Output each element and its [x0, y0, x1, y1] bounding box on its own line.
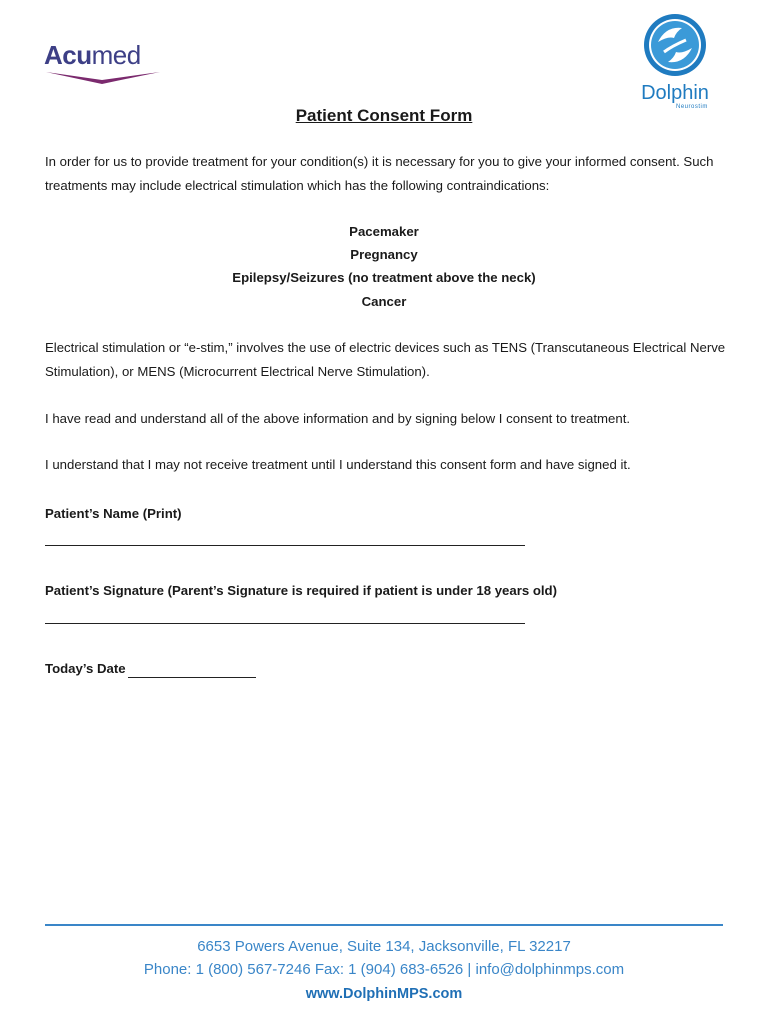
todays-date-field[interactable] [128, 677, 256, 678]
dolphin-logo [628, 12, 722, 118]
dolphin-wordmark: Dolphin [641, 82, 709, 104]
intro-paragraph: In order for us to provide treatment for your condition(s) it is necessary for you to give your informed consent. Such treatments may include electrical stimulation which has the following contraindications: [45, 154, 714, 193]
acumed-logo [44, 40, 164, 88]
acumed-swoosh-icon [44, 68, 162, 86]
estim-paragraph: Electrical stimulation or “e-stim,” involves the use of electric devices such as TENS (Transcutaneous Electrical Nerve Stimulation), or MENS (Microcurrent Electrical Nerve Stimulation). [45, 340, 726, 379]
consent-statement: I have read and understand all of the above information and by signing below I consent to treatment. [45, 411, 631, 426]
footer-divider [45, 924, 723, 926]
page-title: Patient Consent Form [295, 106, 473, 125]
footer-contact: Phone: 1 (800) 567-7246 Fax: 1 (904) 683-6526 | info@dolphinmps.com [143, 961, 625, 978]
contraindication-item: Pacemaker [349, 224, 419, 239]
footer-address: 6653 Powers Avenue, Suite 134, Jacksonville, FL 32217 [197, 938, 571, 955]
patient-name-field[interactable] [45, 545, 525, 546]
acumed-wordmark-part1: Acu [44, 40, 92, 70]
contraindication-item: Epilepsy/Seizures (no treatment above the neck) [232, 270, 536, 286]
contraindication-item: Pregnancy [350, 247, 418, 263]
footer-website-link[interactable]: www.DolphinMPS.com [305, 986, 463, 1002]
contraindications-list [0, 220, 768, 313]
dolphin-emblem-icon [642, 12, 708, 78]
patient-signature-label: Patient’s Signature (Parent’s Signature is required if patient is under 18 years old) [45, 583, 557, 598]
dolphin-subtitle: Neurostim [676, 104, 708, 110]
acumed-wordmark-part2: med [91, 40, 141, 70]
patient-signature-field[interactable] [45, 623, 525, 624]
understanding-statement: I understand that I may not receive treatment until I understand this consent form and have signed it. [45, 457, 631, 472]
acumed-wordmark [44, 40, 141, 70]
todays-date-label: Today’s Date [45, 661, 126, 676]
contraindication-item: Cancer [361, 293, 407, 309]
patient-name-label: Patient’s Name (Print) [45, 506, 182, 521]
